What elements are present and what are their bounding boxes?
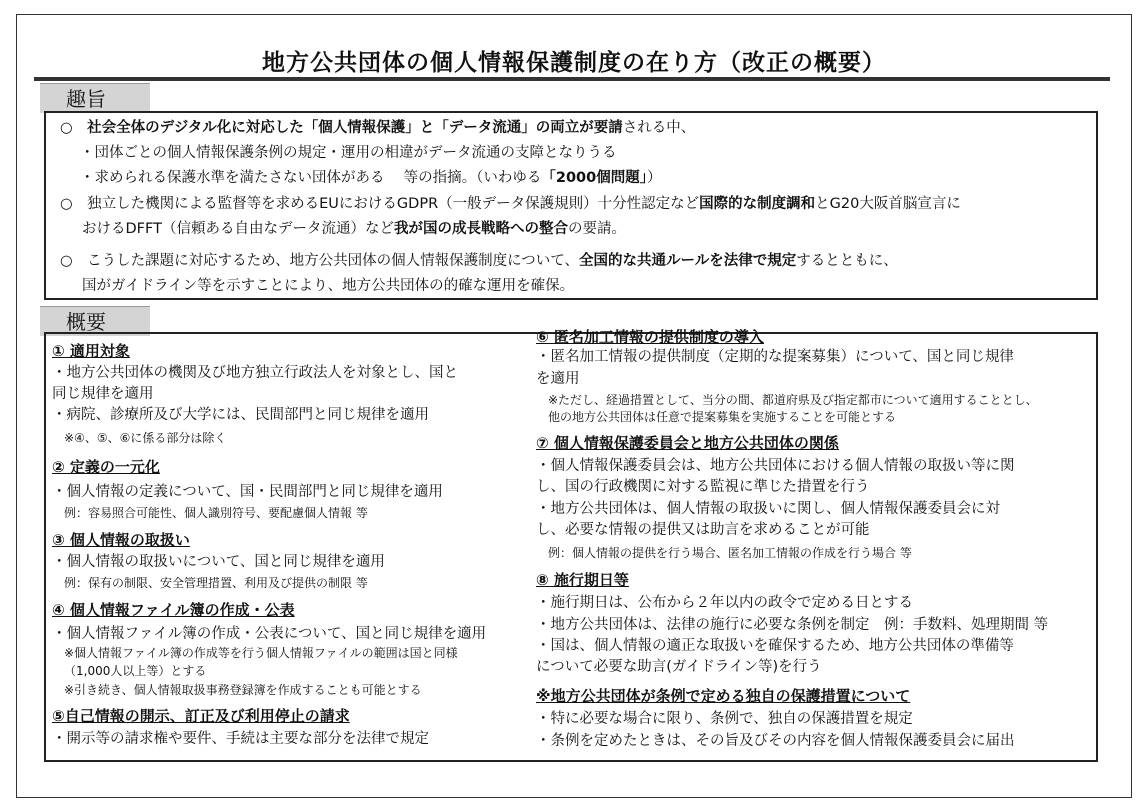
body-text: ・個人情報の定義について、国・民間部門と同じ規律を適用 (52, 484, 443, 500)
note-text: （1,000人以上等）とする (64, 664, 207, 678)
emphasis-text: 社会全体のデジタル化に対応した「個人情報保護」と「データ流通」の両立が要請 (87, 120, 623, 136)
note-text: ※個人情報ファイル簿の作成等を行う個人情報ファイルの範囲は国と同様 (64, 646, 458, 660)
body-text: ・開示等の請求権や要件、手続は主要な部分を法律で規定 (52, 731, 429, 747)
line-text: とG20大阪首脳宣言に (815, 196, 961, 212)
emphasis-text: 我が国の成長戦略への整合 (393, 221, 568, 237)
section-heading: ※地方公共団体が条例で定める独自の保護措置について (536, 687, 911, 705)
section-heading: ⑤自己情報の開示、訂正及び利用停止の請求 (52, 707, 350, 725)
line-text: される中、 (622, 120, 696, 136)
note-text: 例：個人情報の提供を行う場合、匿名加工情報の作成を行う場合 等 (548, 546, 912, 560)
note-text: 例：容易照合可能性、個人識別符号、要配慮個人情報 等 (64, 506, 368, 520)
section-heading: ③ 個人情報の取扱い (52, 531, 190, 549)
line-text: ○ (60, 120, 88, 136)
body-text: ・地方公共団体は、法律の施行に必要な条例を制定 例：手数料、処理期間 等 (536, 617, 1049, 633)
body-text: ・病院、診療所及び大学には、民間部門と同じ規律を適用 (52, 407, 429, 423)
body-text: ・施行期日は、公布から２年以内の政令で定める日とする (536, 595, 913, 611)
line-text: の要請。 (567, 221, 626, 237)
shushi-line (60, 251, 898, 271)
emphasis-text: 「2000個問題」 (541, 170, 647, 186)
line-text: ○ こうした課題に対応するため、地方公共団体の個人情報保護制度について、 (60, 253, 579, 269)
emphasis-text: 国際的な制度調和 (699, 196, 816, 212)
shushi-tab: 趣旨 (40, 83, 150, 113)
body-text: ・条例を定めたときは、その旨及びその内容を個人情報保護委員会に届出 (536, 733, 1015, 749)
page-title: 地方公共団体の個人情報保護制度の在り方（改正の概要） (262, 50, 886, 76)
shushi-line (60, 194, 961, 214)
body-text: を適用 (536, 371, 580, 387)
section-heading: ⑧ 施行期日等 (536, 571, 629, 589)
section-heading: ② 定義の一元化 (52, 458, 160, 476)
shushi-line (82, 276, 574, 296)
body-text: ・個人情報ファイル簿の作成・公表について、国と同じ規律を適用 (52, 626, 487, 642)
section-heading: ④ 個人情報ファイル簿の作成・公表 (52, 601, 295, 619)
section-heading: ⑥ 匿名加工情報の提供制度の導入 (536, 328, 764, 346)
section-heading: ① 適用対象 (52, 342, 130, 360)
line-text: おけるDFFT（信頼ある自由なデータ流通）など (82, 221, 394, 237)
note-text: ※引き続き、個人情報取扱事務登録簿を作成することも可能とする (64, 683, 422, 697)
title-divider (34, 77, 1110, 81)
note-text: ※④、⑤、⑥に係る部分は除く (64, 431, 227, 445)
body-text: について必要な助言(ガイドライン等)を行う (536, 659, 822, 675)
body-text: 同じ規律を適用 (52, 386, 154, 402)
body-text: ・地方公共団体の機関及び地方独立行政法人を対象とし、国と (52, 365, 458, 381)
body-text: ・国は、個人情報の適正な取扱いを確保するため、地方公共団体の準備等 (536, 638, 1014, 654)
line-text: ・団体ごとの個人情報保護条例の規定・運用の相違がデータ流通の支障となりうる (80, 145, 617, 161)
shushi-line (80, 143, 617, 163)
gaiyo-tab: 概要 (40, 306, 150, 336)
line-text: ○ 独立した機関による監督等を求めるEUにおけるGDPR（一般データ保護規則）十分性認定など (60, 196, 700, 212)
note-text: 他の地方公共団体は任意で提案募集を実施することを可能とする (548, 410, 897, 424)
shushi-line (60, 118, 695, 138)
emphasis-text: 全国的な共通ルールを法律で規定 (579, 253, 797, 269)
body-text: ・地方公共団体は、個人情報の取扱いに関し、個人情報保護委員会に対 (536, 501, 1000, 517)
line-text: ・求められる保護水準を満たさない団体がある 等の指摘。（いわゆる (80, 170, 542, 186)
body-text: し、必要な情報の提供又は助言を求めることが可能 (536, 522, 870, 538)
body-text: ・個人情報保護委員会は、地方公共団体における個人情報の取扱い等に関 (536, 458, 1015, 474)
shushi-line (80, 168, 661, 188)
line-text: ） (646, 170, 662, 186)
body-text: ・特に必要な場合に限り、条例で、独自の保護措置を規定 (536, 711, 913, 727)
note-text: ※ただし、経過措置として、当分の間、都道府県及び指定都市について適用することとし、 (548, 393, 1038, 407)
line-text: するとともに、 (796, 253, 898, 269)
body-text: ・匿名加工情報の提供制度（定期的な提案募集）について、国と同じ規律 (536, 349, 1014, 365)
shushi-line (82, 219, 626, 239)
section-heading: ⑦ 個人情報保護委員会と地方公共団体の関係 (536, 434, 839, 452)
line-text: 国がガイドライン等を示すことにより、地方公共団体の的確な運用を確保。 (82, 278, 575, 294)
body-text: ・個人情報の取扱いについて、国と同じ規律を適用 (52, 554, 385, 570)
note-text: 例：保有の制限、安全管理措置、利用及び提供の制限 等 (64, 576, 368, 590)
body-text: し、国の行政機関に対する監視に準じた措置を行う (536, 479, 870, 495)
